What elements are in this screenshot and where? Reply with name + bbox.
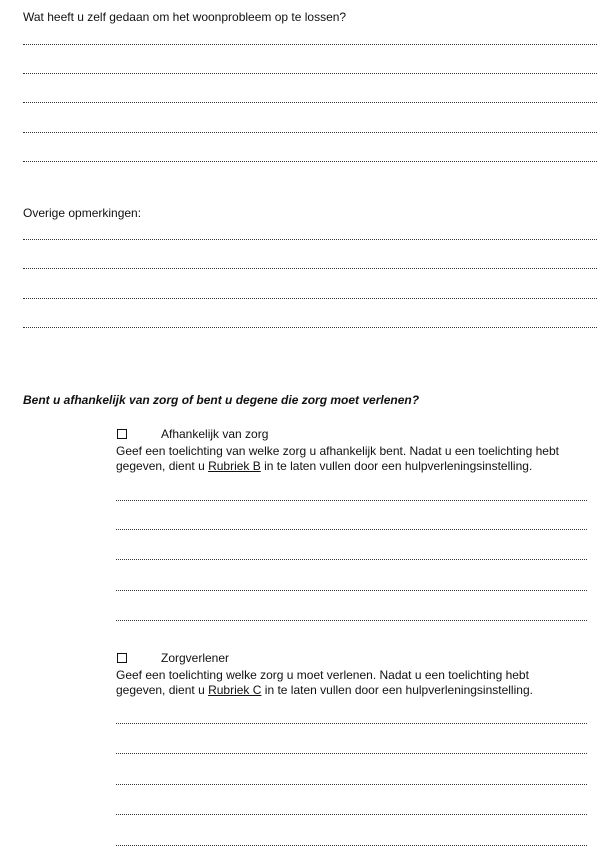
remarks-label: Overige opmerkingen: (23, 206, 142, 220)
rubriek-c-link[interactable]: Rubriek C (208, 683, 262, 697)
answer-line-caregiver-2[interactable] (116, 753, 587, 754)
answer-line-caregiver-5[interactable] (116, 845, 587, 846)
question-woonprobleem-label: Wat heeft u zelf gedaan om het woonprobleem op te lossen? (23, 10, 347, 24)
answer-line-remarks-2[interactable] (23, 268, 597, 269)
answer-line-remarks-3[interactable] (23, 298, 597, 299)
rubriek-b-link[interactable]: Rubriek B (208, 459, 261, 473)
answer-line-remarks-4[interactable] (23, 327, 597, 328)
answer-line-caregiver-4[interactable] (116, 814, 587, 815)
answer-line-dependent-4[interactable] (116, 590, 587, 591)
answer-line-q1-4[interactable] (23, 132, 597, 133)
dependent-explanation-line-1: Geef een toelichting van welke zorg u afhankelijk bent. Nadat u een toelichting hebt (116, 444, 559, 458)
answer-line-caregiver-1[interactable] (116, 723, 587, 724)
caregiver-explanation-line-1: Geef een toelichting welke zorg u moet verlenen. Nadat u een toelichting hebt (116, 668, 529, 682)
dependent-explanation-line-2: gegeven, dient u Rubriek B in te laten vullen door een hulpverleningsinstelling. (116, 459, 533, 473)
checkbox-zorgverlener[interactable] (117, 653, 127, 663)
checkbox-zorgverlener-label: Zorgverlener (161, 651, 230, 665)
checkbox-afhankelijk-label: Afhankelijk van zorg (161, 427, 269, 441)
answer-line-caregiver-3[interactable] (116, 784, 587, 785)
answer-line-q1-1[interactable] (23, 44, 597, 45)
caregiver-explanation-line-2: gegeven, dient u Rubriek C in te laten vullen door een hulpverleningsinstelling. (116, 683, 533, 697)
answer-line-remarks-1[interactable] (23, 239, 597, 240)
answer-line-dependent-5[interactable] (116, 620, 587, 621)
checkbox-afhankelijk[interactable] (117, 429, 127, 439)
answer-line-dependent-3[interactable] (116, 559, 587, 560)
answer-line-q1-2[interactable] (23, 73, 597, 74)
answer-line-dependent-1[interactable] (116, 500, 587, 501)
answer-line-q1-5[interactable] (23, 161, 597, 162)
care-section-heading: Bent u afhankelijk van zorg of bent u degene die zorg moet verlenen? (23, 393, 420, 407)
answer-line-dependent-2[interactable] (116, 529, 587, 530)
answer-line-q1-3[interactable] (23, 102, 597, 103)
